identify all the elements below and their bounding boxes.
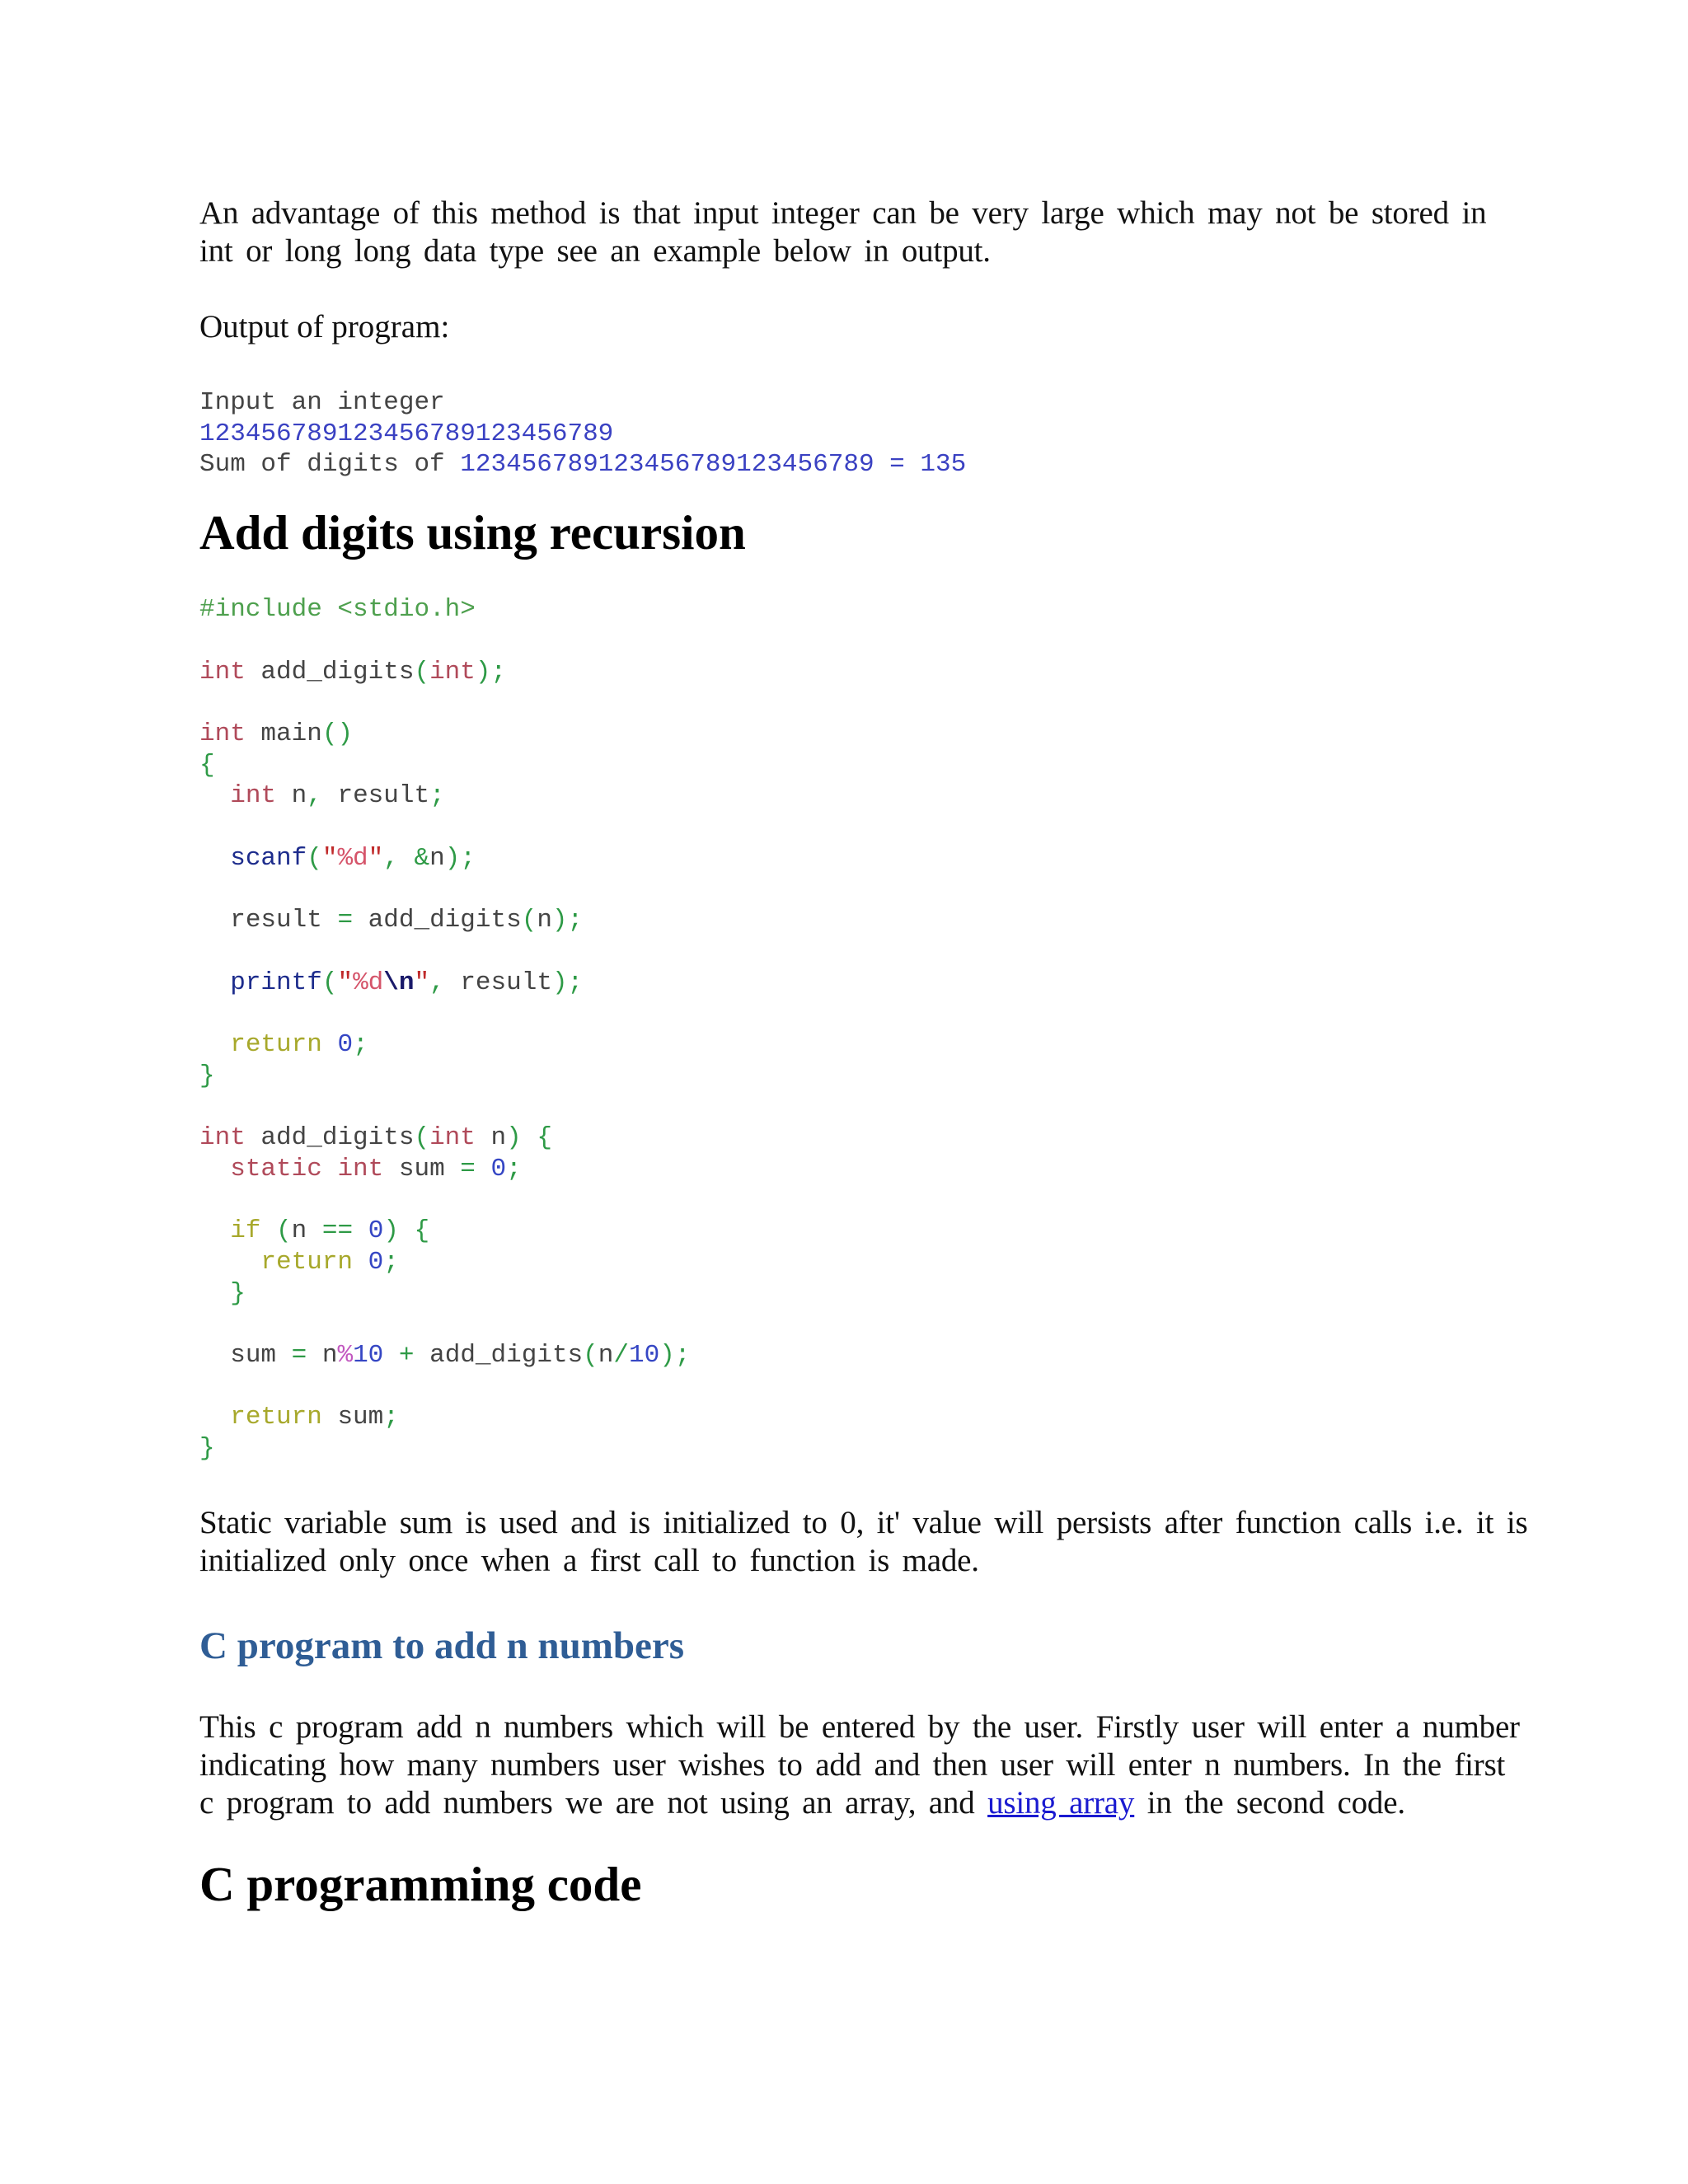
add-n-line-3-before: c program to add numbers we are not using an array, and (199, 1784, 988, 1821)
code-text: #include <stdio.h> (199, 595, 476, 625)
static-note-line-2: initialized only once when a first call to function is made. (199, 1542, 979, 1578)
section-heading-recursion: Add digits using recursion (199, 505, 746, 560)
add-n-line-1: This c program add n numbers which will be entered by the user. Firstly user will enter a number (199, 1708, 1520, 1745)
intro-line-2: int or long long data type see an example below in output. (199, 233, 991, 269)
console-line-3-result: 135 (920, 450, 967, 480)
using-array-link[interactable]: using array (987, 1784, 1135, 1821)
output-label: Output of program: (199, 309, 450, 344)
static-note-paragraph (199, 1504, 1528, 1580)
add-n-line-2: indicating how many numbers user wishes to add and then user will enter n numbers. In the first (199, 1746, 1506, 1783)
console-line-3-prefix: Sum of digits of (199, 450, 461, 480)
code-block-recursion: #include <stdio.h> int add_digits(int); int main() { int n, result; scanf("%d", &n); result = add_digits(n); printf("%d\n", result); return 0; } int add_digits(int n) { static int sum = 0; if (n == 0) { return 0; } sum = n%10 + add_digits(n/10); return sum; } (199, 595, 691, 1464)
console-line-1: Input an integer (199, 388, 445, 417)
document-page (199, 194, 1528, 1913)
section-heading-add-n-numbers: C program to add n numbers (199, 1624, 685, 1667)
console-line-3-value: 123456789123456789123456789 (460, 450, 874, 480)
console-line-3-eq: = (874, 450, 921, 480)
add-n-line-3-after: in the second code. (1134, 1784, 1405, 1821)
static-note-line-1: Static variable sum is used and is initialized to 0, it' value will persists after function calls i.e. it is (199, 1504, 1528, 1540)
section-heading-c-programming-code: C programming code (199, 1856, 642, 1911)
add-n-numbers-paragraph (199, 1708, 1520, 1822)
add-n-line-3 (199, 1784, 1502, 1822)
intro-line-1: An advantage of this method is that input integer can be very large which may not be stored in (199, 195, 1487, 231)
console-output (199, 387, 1502, 480)
console-line-2: 123456789123456789123456789 (199, 419, 614, 448)
intro-paragraph (199, 194, 1502, 270)
